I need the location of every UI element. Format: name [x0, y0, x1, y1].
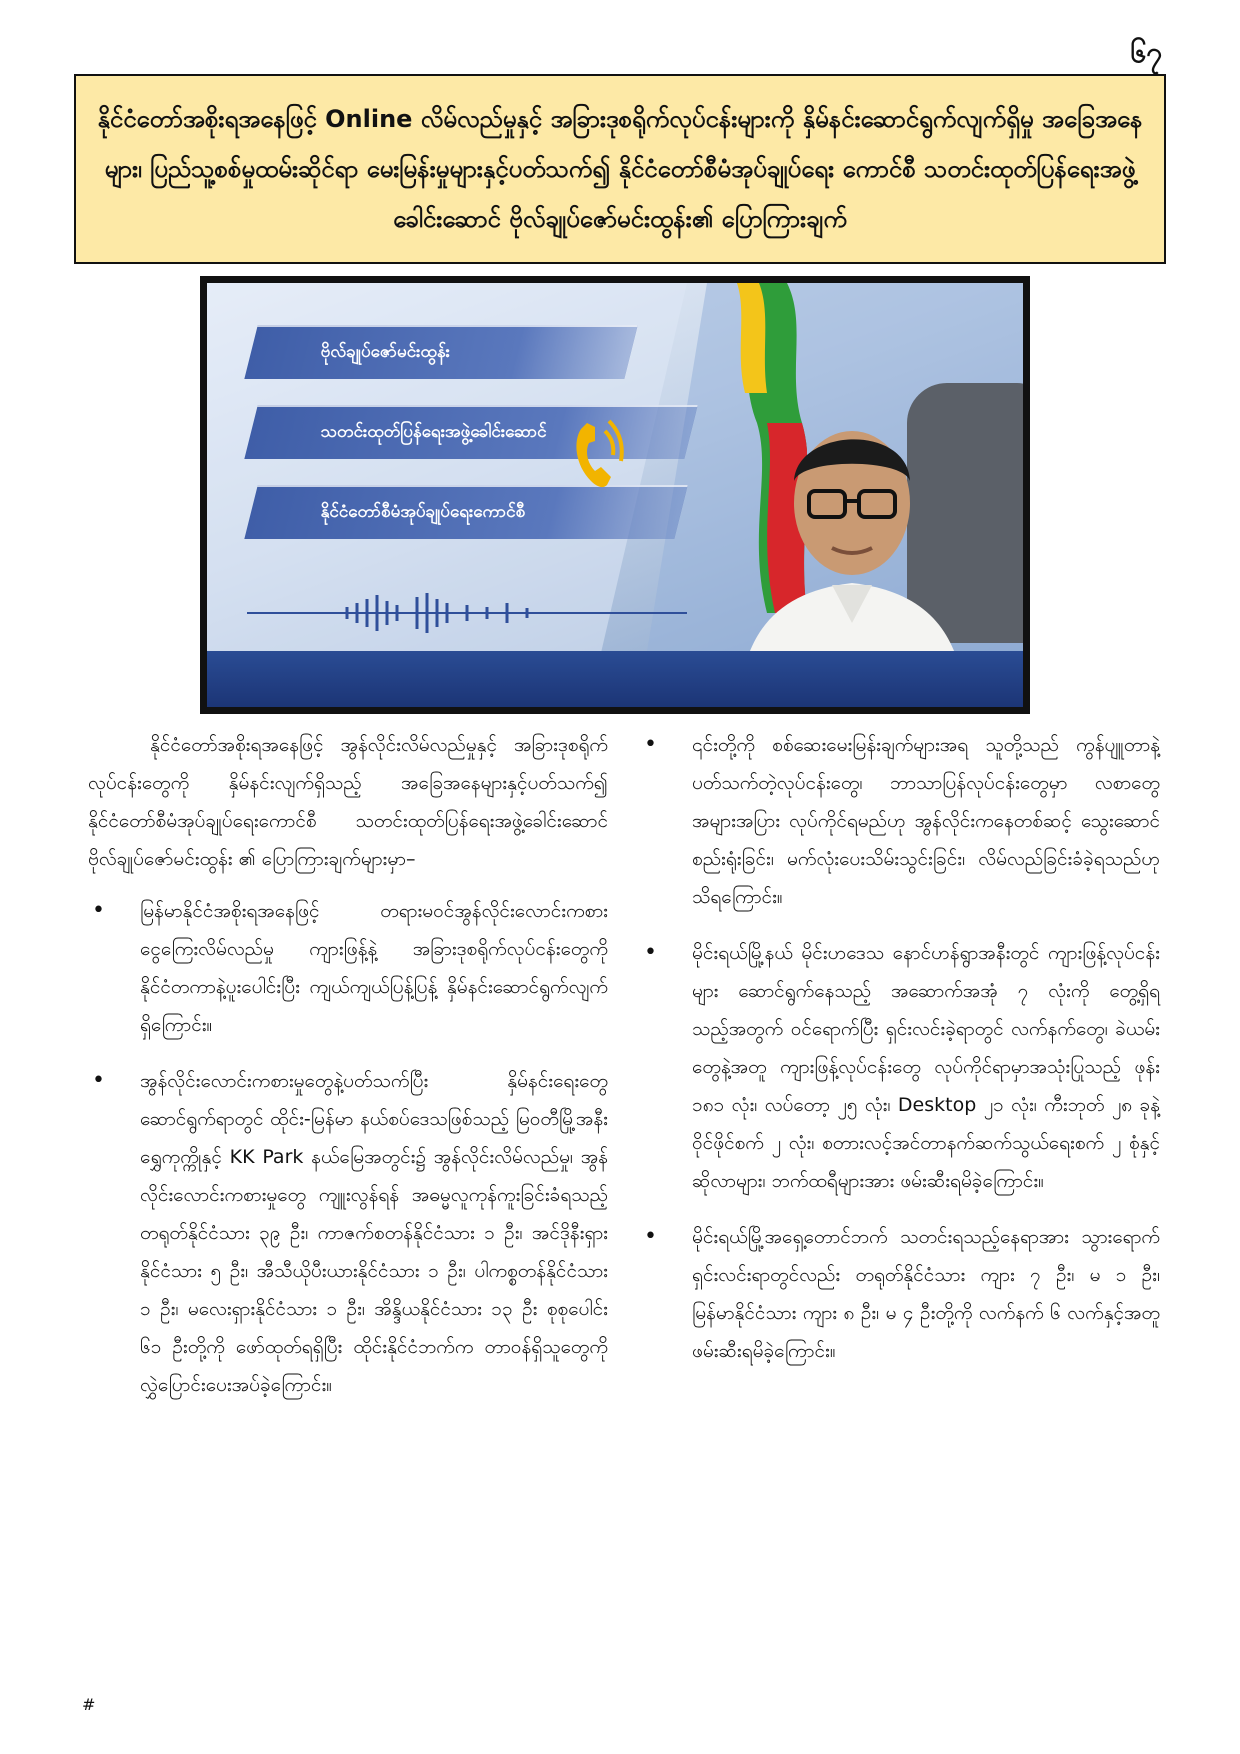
right-bullet-list	[640, 726, 1160, 1370]
list-item: • မိုင်းရယ်မြို့အရှေ့တောင်ဘက် သတင်းရသည့်နေရာအား သွားရောက်ရှင်းလင်းရာတွင်လည်း တရုတ်နိုင်ငံသား ကျား ၇ ဦး၊ မ ၁ ဦး၊ မြန်မာနိုင်ငံသား ကျား ၈ ဦး၊ မ ၄ ဦးတို့ကို လက်နက် ၆ လက်နှင့်အတူ ဖမ်းဆီးရမိခဲ့ကြောင်း။	[640, 1218, 1160, 1370]
list-item: • အွန်လိုင်းလောင်းကစားမှုတွေနဲ့ပတ်သက်ပြီး နှိမ်နင်းရေးတွေဆောင်ရွက်ရာတွင် ထိုင်း-မြန်မာ နယ်စပ်ဒေသဖြစ်သည့် မြဝတီမြို့အနီး ရွှေကုက္ကိုနှင့် KK Park နယ်မြေအတွင်း၌ အွန်လိုင်းလိမ်လည်မှု၊ အွန်လိုင်းလောင်းကစားမှုတွေ ကျူးလွန်ရန် အဓမ္မလူကုန်ကူးခြင်းခံရသည့် တရုတ်နိုင်ငံသား ၃၉ ဦး၊ ကာဇက်စတန်နိုင်ငံသား ၁ ဦး၊ အင်ဒိုနီးရှားနိုင်ငံသား ၅ ဦး၊ အီသီယိုပီးယားနိုင်ငံသား ၁ ဦး၊ ပါကစ္စတန်နိုင်ငံသား ၁ ဦး၊ မလေးရှားနိုင်ငံသား ၁ ဦး၊ အိန္ဒိယနိုင်ငံသား ၁၃ ဦး စုစုပေါင်း ၆၁ ဦးတို့ကို ဖော်ထုတ်ရရှိပြီး ထိုင်းနိုင်ငံဘက်က တာဝန်ရှိသူတွေကို လွှဲပြောင်းပေးအပ်ခဲ့ကြောင်း။	[88, 1062, 608, 1404]
title-box	[74, 74, 1166, 264]
page-number: ၆၇	[1130, 36, 1162, 69]
lower-third-role: သတင်းထုတ်ပြန်ရေးအဖွဲ့ခေါင်းဆောင်	[244, 405, 697, 459]
list-item: • မြန်မာနိုင်ငံအစိုးရအနေဖြင့် တရားမဝင်အွန်လိုင်းလောင်းကစား ငွေကြေးလိမ်လည်မှု ကျားဖြန့်နဲ့ အခြားဒုစရိုက်လုပ်ငန်းတွေကို နိုင်ငံတကာနဲ့ပူးပေါင်းပြီး ကျယ်ကျယ်ပြန့်ပြန့် နှိမ်နင်းဆောင်ရွက်လျက်ရှိကြောင်း။	[88, 892, 608, 1044]
left-bullet-list	[88, 892, 608, 1404]
lower-third-organization: နိုင်ငံတော်စီမံအုပ်ချုပ်ရေးကောင်စီ	[244, 485, 687, 539]
left-column	[88, 726, 608, 1422]
footer-mark: #	[82, 1695, 96, 1714]
right-column	[640, 726, 1160, 1388]
lower-third-name: ဗိုလ်ချုပ်ဇော်မင်းထွန်း	[244, 325, 637, 379]
list-item: • မိုင်းရယ်မြို့နယ် မိုင်းဟဒေသ နောင်ဟန်ရွာအနီးတွင် ကျားဖြန့်လုပ်ငန်းများ ဆောင်ရွက်နေသည့် အဆောက်အအုံ ၇ လုံးကို တွေ့ရှိရသည့်အတွက် ဝင်ရောက်ပြီး ရှင်းလင်းခဲ့ရာတွင် လက်နက်တွေ၊ ခဲယမ်းတွေနဲ့အတူ ကျားဖြန့်လုပ်ငန်းတွေ လုပ်ကိုင်ရာမှာအသုံးပြုသည့် ဖုန်း ၁၈၁ လုံး၊ လပ်တော့ ၂၅ လုံး၊ Desktop ၂၁ လုံး၊ ကီးဘုတ် ၂၈ ခုနဲ့ ဝိုင်ဖိုင်စက် ၂ လုံး၊ စတားလင့်အင်တာနက်ဆက်သွယ်ရေးစက် ၂ စုံနှင့် ဆိုလာများ၊ ဘက်ထရီများအား ဖမ်းဆီးရမိခဲ့ကြောင်း။	[640, 934, 1160, 1200]
phone-icon	[569, 411, 627, 495]
audio-waveform	[247, 593, 687, 633]
news-photo	[200, 276, 1030, 714]
intro-paragraph: နိုင်ငံတော်အစိုးရအနေဖြင့် အွန်လိုင်းလိမ်လည်မှုနှင့် အခြားဒုစရိုက်လုပ်ငန်းတွေကို နှိမ်နင်းလျက်ရှိသည့် အခြေအနေများနှင့်ပတ်သက်၍ နိုင်ငံတော်စီမံအုပ်ချုပ်ရေးကောင်စီ သတင်းထုတ်ပြန်ရေးအဖွဲ့ခေါင်းဆောင် ဗိုလ်ချုပ်ဇော်မင်းထွန်း ၏ ပြောကြားချက်များမှာ–	[88, 734, 608, 870]
headline: နိုင်ငံတော်အစိုးရအနေဖြင့် Online လိမ်လည်မှုနှင့် အခြားဒုစရိုက်လုပ်ငန်းများကို နှိမ်နင်းဆောင်ရွက်လျက်ရှိမှု အခြေအနေများ၊ ပြည်သူ့စစ်မှုထမ်းဆိုင်ရာ မေးမြန်းမှုများနှင့်ပတ်သက်၍ နိုင်ငံတော်စီမံအုပ်ချုပ်ရေး ကောင်စီ သတင်းထုတ်ပြန်ရေးအဖွဲ့ခေါင်းဆောင် ဗိုလ်ချုပ်ဇော်မင်းထွန်း၏ ပြောကြားချက်	[97, 105, 1143, 233]
list-item: • ၎င်းတို့ကို စစ်ဆေးမေးမြန်းချက်များအရ သူတို့သည် ကွန်ပျူတာနဲ့ပတ်သက်တဲ့လုပ်ငန်းတွေ၊ ဘာသာပြန်လုပ်ငန်းတွေမှာ လစာတွေအများအပြား လုပ်ကိုင်ရမည်ဟု အွန်လိုင်းကနေတစ်ဆင့် သွေးဆောင်စည်းရုံးခြင်း၊ မက်လုံးပေးသိမ်းသွင်းခြင်း၊ လိမ်လည်ခြင်းခံခဲ့ရသည်ဟု သိရကြောင်း။	[640, 726, 1160, 916]
bottom-band	[207, 651, 1023, 707]
